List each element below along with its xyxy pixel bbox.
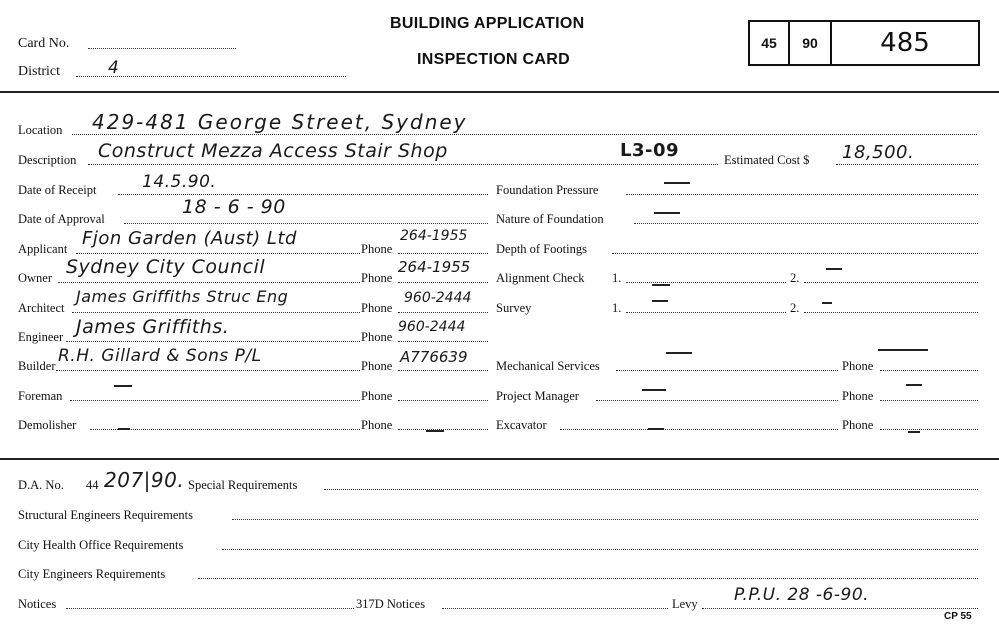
- applicant-phone-label: Phone: [361, 242, 393, 256]
- levy-label: Levy: [672, 597, 698, 611]
- foreman-label: Foreman: [18, 389, 63, 403]
- city-engineers-label: City Engineers Requirements: [18, 567, 166, 581]
- demolisher-line: [90, 429, 360, 430]
- notices-label: Notices: [18, 597, 57, 611]
- builder-line: [56, 370, 360, 371]
- builder-phone[interactable]: A776639: [400, 348, 468, 366]
- foundation-pressure-line: [626, 194, 978, 195]
- alignment-check-2-label: 2.: [790, 271, 800, 285]
- estimated-cost-label: Estimated Cost $: [724, 153, 810, 167]
- engineer-phone[interactable]: 960-2444: [398, 319, 466, 335]
- mechanical-services-line: [616, 370, 838, 371]
- builder-label: Builder: [18, 359, 56, 373]
- da-number-prefix: 44: [86, 478, 99, 492]
- applicant-line: [76, 253, 360, 254]
- district-label: District: [18, 64, 60, 79]
- excavator-dash: [648, 428, 664, 430]
- applicant-value[interactable]: Fjon Garden (Aust) Ltd: [82, 228, 297, 249]
- engineer-line: [66, 341, 360, 342]
- applicant-phone[interactable]: 264-1955: [400, 228, 468, 244]
- owner-value[interactable]: Sydney City Council: [66, 256, 266, 278]
- levy-value[interactable]: P.P.U. 28 -6-90.: [734, 585, 870, 605]
- engineer-label: Engineer: [18, 330, 64, 344]
- architect-label: Architect: [18, 301, 65, 315]
- district-value: 4: [108, 58, 120, 78]
- estimated-cost-value[interactable]: 18,500.: [842, 142, 915, 163]
- engineer-phone-line: [398, 341, 488, 342]
- description-ref: L3-09: [620, 140, 680, 161]
- project-manager-dash: [642, 389, 666, 391]
- survey-1-label: 1.: [612, 301, 622, 315]
- da-number-label: D.A. No.: [18, 478, 64, 492]
- engineer-value[interactable]: James Griffiths.: [76, 316, 230, 338]
- title-line-1: BUILDING APPLICATION: [390, 15, 585, 32]
- architect-line: [72, 312, 360, 313]
- levy-line: [702, 608, 978, 609]
- divider-bottom: [0, 458, 999, 460]
- owner-label: Owner: [18, 271, 53, 285]
- alignment-check-1-label: 1.: [612, 271, 622, 285]
- date-receipt-label: Date of Receipt: [18, 183, 97, 197]
- applicant-phone-line: [398, 253, 488, 254]
- owner-phone[interactable]: 264-1955: [398, 258, 471, 276]
- mechanical-phone-label: Phone: [842, 359, 874, 373]
- nature-foundation-label: Nature of Foundation: [496, 212, 604, 226]
- foreman-dash: [114, 385, 132, 387]
- depth-footings-line: [612, 253, 978, 254]
- card-no-label: Card No.: [18, 36, 70, 51]
- depth-footings-label: Depth of Footings: [496, 242, 587, 256]
- special-requirements-line[interactable]: [324, 489, 978, 490]
- project-manager-line: [596, 400, 838, 401]
- demolisher-label: Demolisher: [18, 418, 77, 432]
- owner-phone-label: Phone: [361, 271, 393, 285]
- builder-value[interactable]: R.H. Gillard & Sons P/L: [58, 346, 262, 366]
- divider-top: [0, 91, 999, 93]
- location-line: [72, 134, 977, 135]
- survey-2-dash: [822, 302, 832, 304]
- city-health-line[interactable]: [222, 549, 978, 550]
- location-label: Location: [18, 123, 63, 137]
- builder-phone-label: Phone: [361, 359, 393, 373]
- reference-box: [748, 20, 980, 66]
- title-line-2: INSPECTION CARD: [417, 51, 570, 68]
- da-number-value[interactable]: 207|90.: [104, 468, 185, 492]
- date-approval-line: [124, 223, 488, 224]
- nature-foundation-line: [634, 223, 978, 224]
- alignment-check-label: Alignment Check: [496, 271, 585, 285]
- project-manager-label: Project Manager: [496, 389, 579, 403]
- notices-line[interactable]: [66, 608, 354, 609]
- city-engineers-line[interactable]: [198, 578, 978, 579]
- foreman-phone-line: [398, 400, 488, 401]
- demolisher-phone-dash: [426, 430, 444, 432]
- excavator-phone-dash: [908, 431, 920, 433]
- foundation-pressure-dash: [664, 182, 690, 184]
- survey-2-line: [804, 312, 978, 313]
- description-label: Description: [18, 153, 77, 167]
- project-manager-phone-line: [880, 400, 978, 401]
- location-value[interactable]: 429-481 George Street, Sydney: [92, 110, 468, 134]
- reference-box-b: 90: [790, 22, 832, 64]
- alignment-check-1-line: [626, 282, 786, 283]
- reference-box-number: 485: [880, 28, 930, 58]
- architect-phone-label: Phone: [361, 301, 393, 315]
- demolisher-phone-label: Phone: [361, 418, 393, 432]
- architect-phone-line: [398, 312, 488, 313]
- date-receipt-value[interactable]: 14.5.90.: [142, 172, 217, 192]
- mechanical-services-dash: [666, 352, 692, 354]
- project-manager-phone-dash: [906, 384, 922, 386]
- mechanical-services-label: Mechanical Services: [496, 359, 600, 373]
- applicant-label: Applicant: [18, 242, 68, 256]
- project-manager-phone-label: Phone: [842, 389, 874, 403]
- date-receipt-line: [118, 194, 488, 195]
- survey-2-label: 2.: [790, 301, 800, 315]
- foreman-phone-label: Phone: [361, 389, 393, 403]
- architect-phone[interactable]: 960-2444: [404, 290, 472, 306]
- reference-box-a: 45: [750, 22, 790, 64]
- excavator-phone-line: [880, 429, 978, 430]
- alignment-check-2-line: [804, 282, 978, 283]
- excavator-phone-label: Phone: [842, 418, 874, 432]
- alignment-check-1-dash: [652, 284, 670, 286]
- builder-phone-line: [398, 370, 488, 371]
- date-approval-label: Date of Approval: [18, 212, 105, 226]
- structural-engineers-line[interactable]: [232, 519, 978, 520]
- form-code: CP 55: [944, 611, 972, 622]
- owner-line: [58, 282, 360, 283]
- date-approval-value[interactable]: 18 - 6 - 90: [182, 196, 286, 218]
- owner-phone-line: [398, 282, 488, 283]
- structural-engineers-label: Structural Engineers Requirements: [18, 508, 193, 522]
- notices-317d-label: 317D Notices: [356, 597, 426, 611]
- alignment-check-2-dash: [826, 268, 842, 270]
- city-health-label: City Health Office Requirements: [18, 538, 184, 552]
- demolisher-dash: [118, 428, 130, 430]
- mechanical-phone-line: [880, 370, 978, 371]
- card-no-field[interactable]: [88, 48, 236, 49]
- estimated-cost-line: [836, 164, 978, 165]
- special-requirements-label: Special Requirements: [188, 478, 298, 492]
- foundation-pressure-label: Foundation Pressure: [496, 183, 599, 197]
- engineer-phone-label: Phone: [361, 330, 393, 344]
- survey-label: Survey: [496, 301, 532, 315]
- excavator-line: [560, 429, 838, 430]
- description-line: [88, 164, 718, 165]
- architect-value[interactable]: James Griffiths Struc Eng: [76, 287, 289, 306]
- foreman-line: [70, 400, 360, 401]
- description-value[interactable]: Construct Mezza Access Stair Shop: [98, 140, 448, 162]
- survey-1-dash: [652, 300, 668, 302]
- excavator-label: Excavator: [496, 418, 547, 432]
- mechanical-phone-dash: [878, 349, 928, 351]
- nature-foundation-dash: [654, 212, 680, 214]
- notices-317d-line[interactable]: [442, 608, 668, 609]
- survey-1-line: [626, 312, 786, 313]
